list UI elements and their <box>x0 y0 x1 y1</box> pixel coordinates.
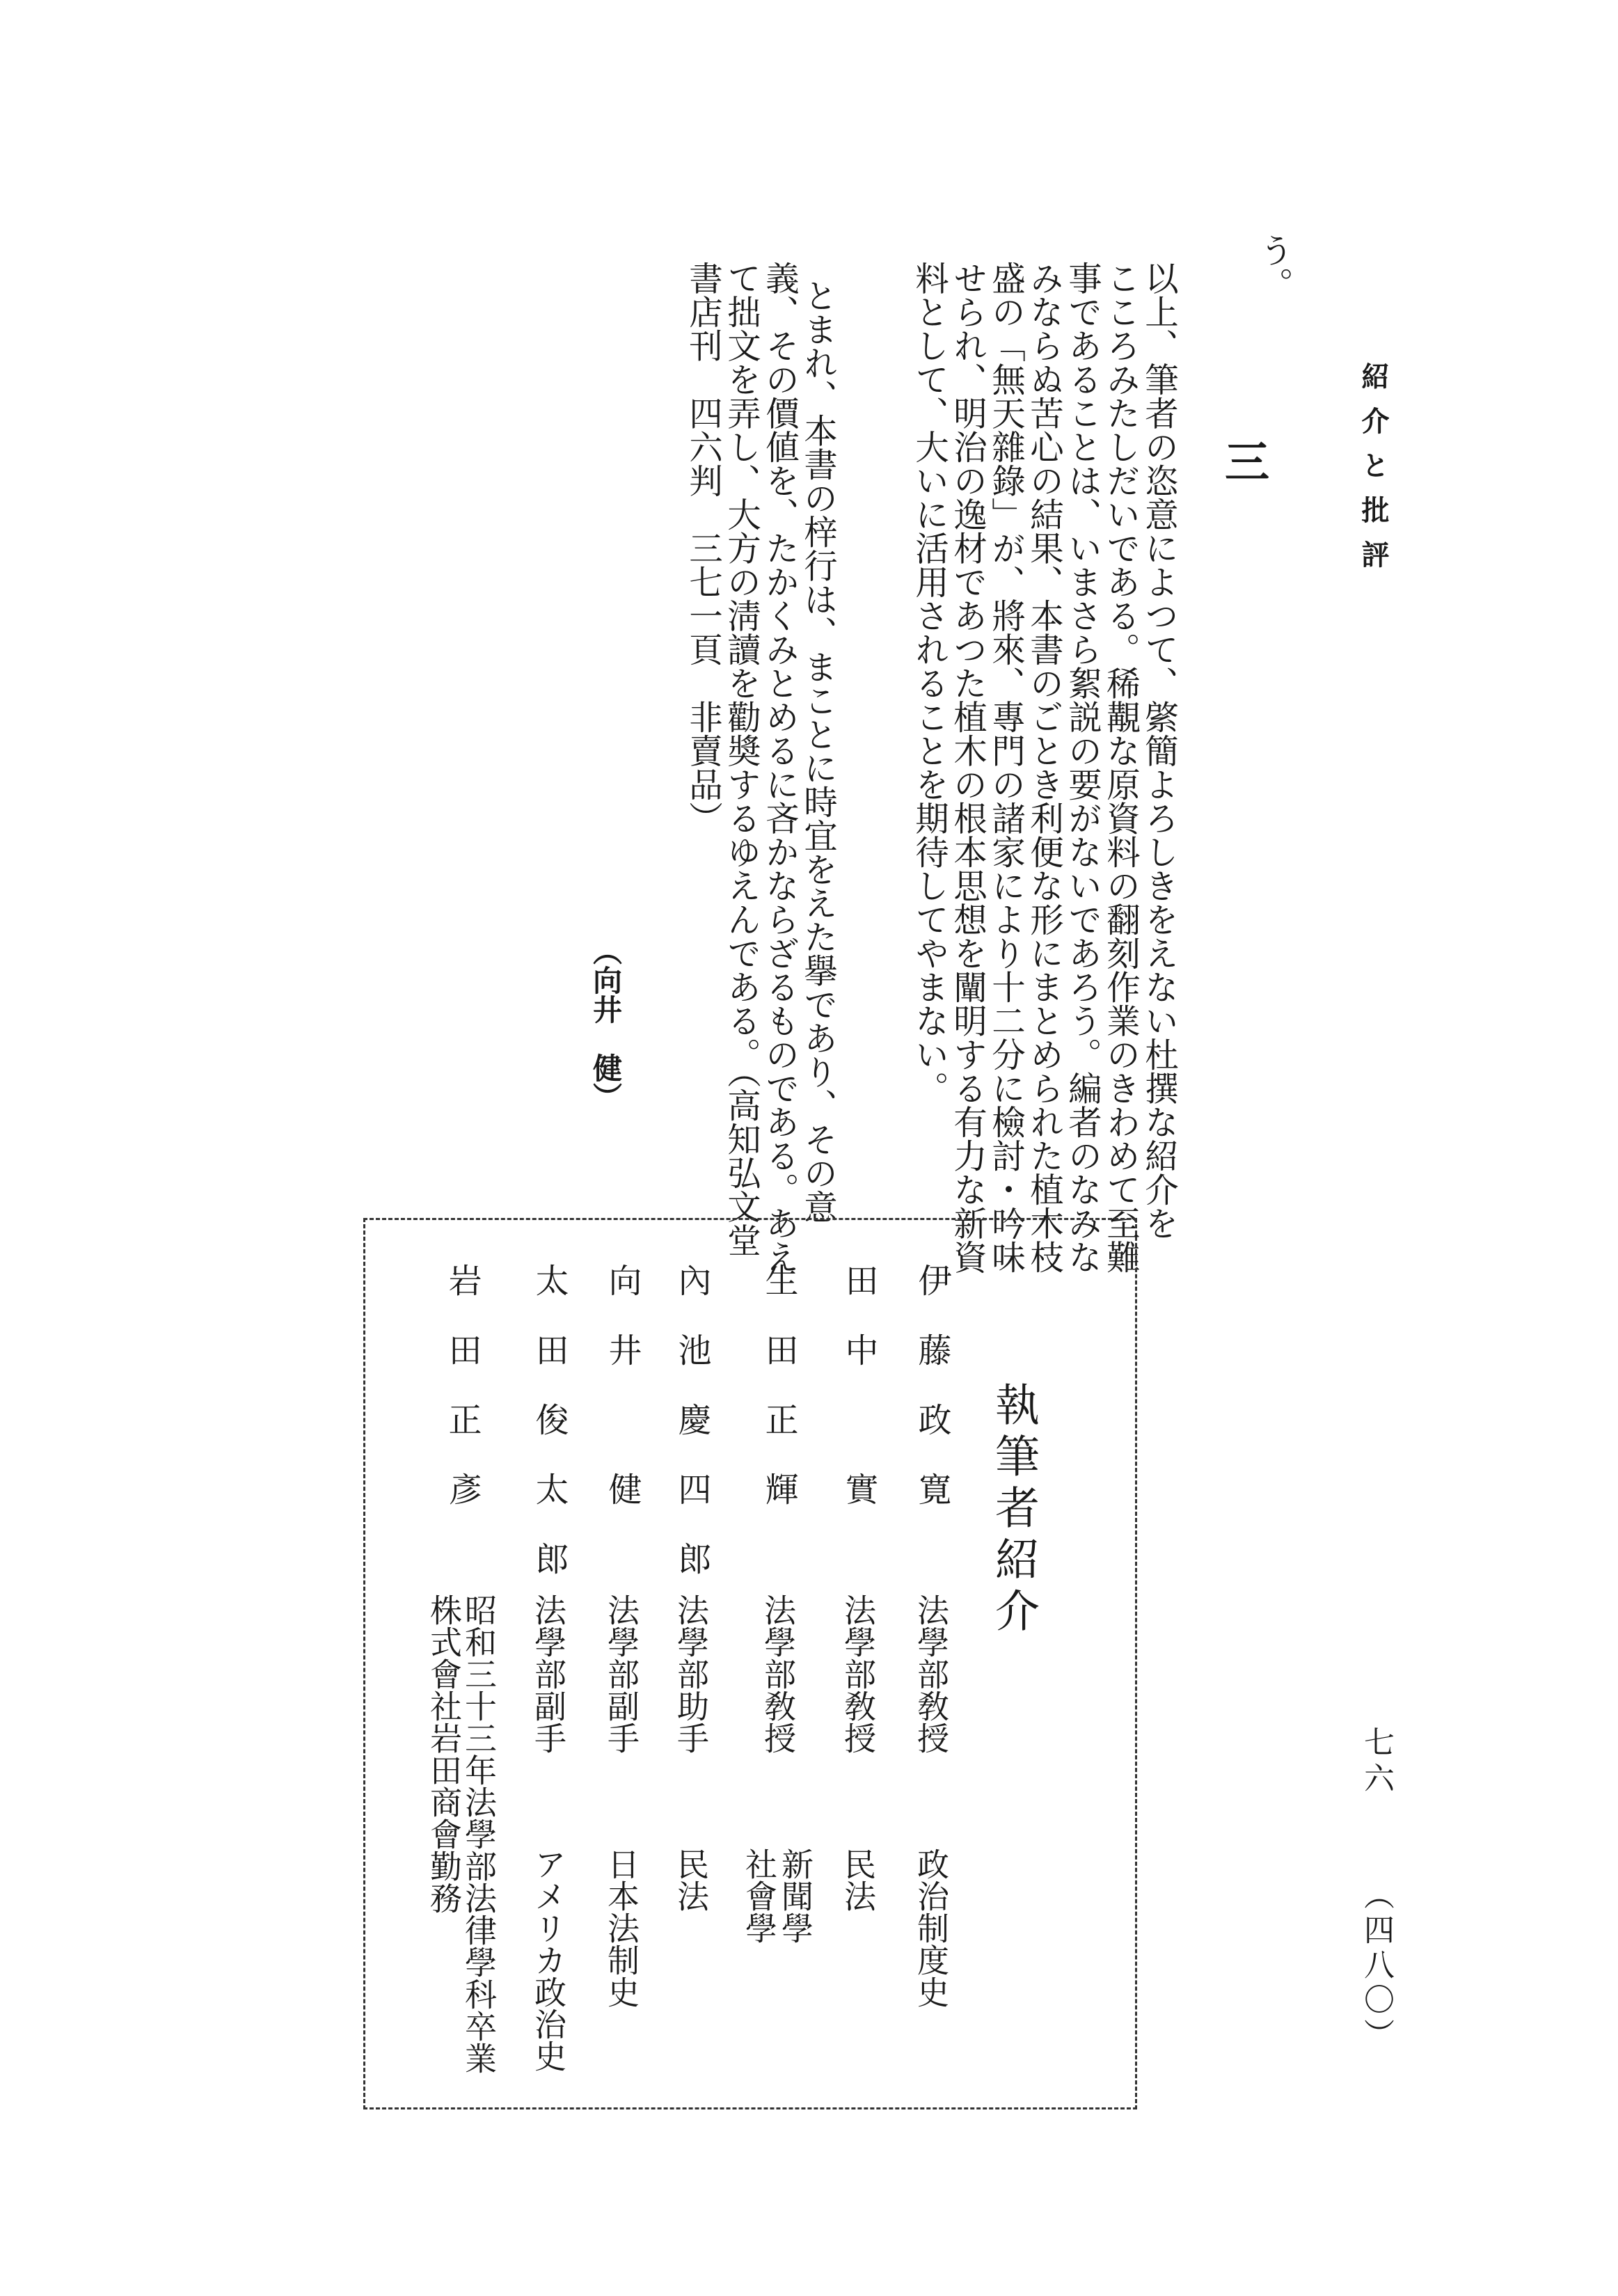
contributor-position-7: 昭和三十三年法學部法律學科卒業 <box>460 1594 498 2074</box>
contributor-field-3b: 社會學 <box>740 1848 778 1944</box>
contributor-field-6: アメリカ政治史 <box>530 1848 567 2072</box>
continuation-line: う。 <box>1253 233 1293 301</box>
contributor-position-4: 法學部助手 <box>672 1594 710 1754</box>
body-line-1-4: みならぬ苦心の結果、本書のごとき利便な形にまとめられた植木枝 <box>1024 261 1063 1274</box>
contributor-name-5: 向井 健 <box>603 1263 642 1542</box>
body-line-2-1: とまれ、本書の梓行は、まことに時宜をえた擧であり、その意 <box>798 278 837 1224</box>
body-line-1-3: 事であることは、いまさら絮説の要がないであろう。編者のなみな <box>1062 261 1102 1274</box>
contributor-name-2: 田中 實 <box>839 1263 878 1542</box>
page-number-paren: （四八〇） <box>1358 1879 1394 2053</box>
contributors-title: 執筆者紹介 <box>988 1381 1039 1639</box>
contributor-position-6: 法學部副手 <box>530 1594 567 1754</box>
running-header-title: 紹介と批評 <box>1357 362 1390 585</box>
contributor-position-1: 法學部敎授 <box>912 1594 950 1754</box>
contributor-name-1: 伊藤政寛 <box>912 1263 951 1542</box>
body-line-1-6: せられ、明治の逸材であつた植木の根本思想を闡明する有力な新資 <box>947 261 987 1274</box>
body-line-2-2: 義、その價値を、たかくみとめるに吝かならざるものである。あえ <box>759 261 799 1274</box>
section-number: 三 <box>1217 438 1269 483</box>
contributor-position-3: 法學部敎授 <box>759 1594 797 1754</box>
contributor-name-6: 太田俊太郎 <box>530 1263 569 1611</box>
contributor-field-3: 新聞學 <box>777 1848 814 1944</box>
body-line-1-7: 料として、大いに活用されることを期待してやまない。 <box>909 261 949 1105</box>
contributor-position-2: 法學部敎授 <box>839 1594 877 1754</box>
author-signature: （向井 健） <box>589 936 623 1111</box>
contributor-field-4: 民法 <box>672 1848 710 1912</box>
contributor-name-4: 內池慶四郎 <box>672 1263 711 1611</box>
body-line-1-2: こころみたしだいである。稀覯な原資料の翻刻作業のきわめて至難 <box>1100 261 1140 1274</box>
body-line-1-5: 盛の「無天雜錄」が、將來、專門の諸家により十二分に檢討・吟味 <box>985 261 1025 1274</box>
body-line-1-1: 以上、筆者の恣意によつて、綮簡よろしきをえない杜撰な紹介を <box>1139 261 1178 1240</box>
contributor-field-7: 株式會社岩田商會勤務 <box>425 1594 463 1914</box>
contributor-field-5: 日本法制史 <box>603 1848 640 2008</box>
contributor-field-2: 民法 <box>839 1848 877 1912</box>
contributor-position-5: 法學部副手 <box>603 1594 640 1754</box>
body-line-2-3: て拙文を弄し、大方の淸讀を勸奬するゆえんである。（高知弘文堂 <box>721 261 761 1257</box>
page-number: 七六 <box>1358 1726 1394 1798</box>
body-line-2-4: 書店刊 四六判 三七一頁 非賣品） <box>683 261 722 835</box>
contributor-name-3: 生田正輝 <box>759 1263 798 1542</box>
contributor-name-7: 岩田正彥 <box>443 1263 482 1542</box>
contributor-field-1: 政治制度史 <box>912 1848 950 2008</box>
